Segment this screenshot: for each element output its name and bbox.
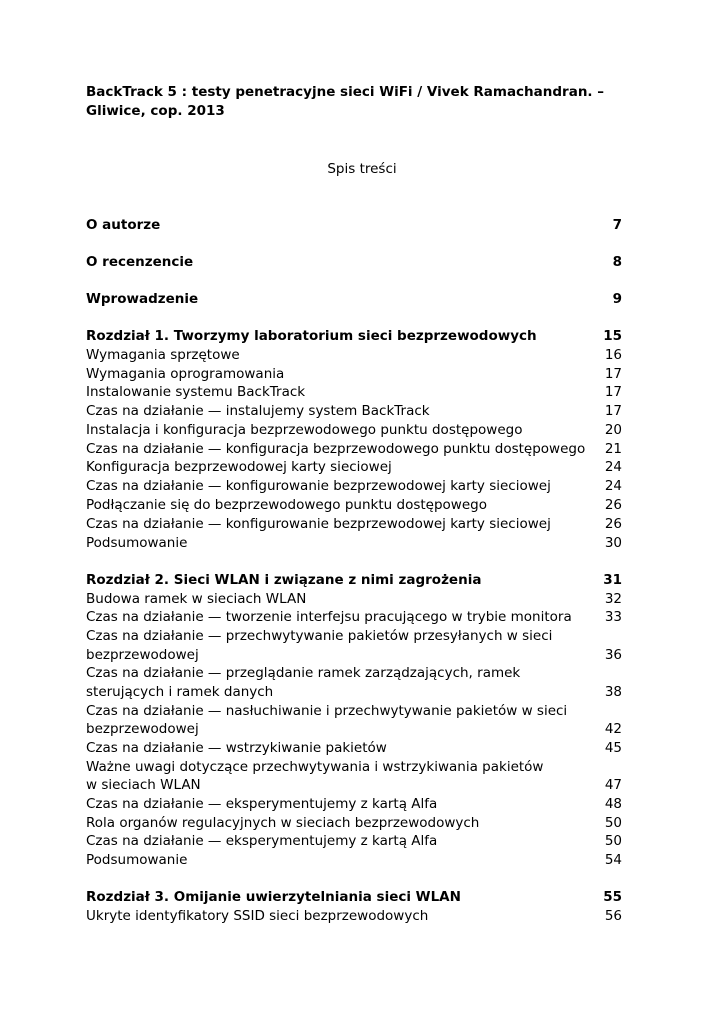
toc-entry-page: 31 — [603, 572, 622, 588]
toc-entry-page: 26 — [604, 497, 622, 513]
toc-entry-title: O autorze — [86, 217, 161, 233]
toc-entry-title: Czas na działanie — konfigurowanie bezprzewodowej karty sieciowej — [86, 516, 551, 532]
toc-entry-title: Czas na działanie — eksperymentujemy z kartą Alfa — [86, 796, 438, 812]
toc-entry-page: 33 — [604, 609, 622, 625]
toc-entry-page: 50 — [604, 815, 622, 831]
toc-entry-page: 15 — [603, 328, 622, 344]
toc-entry-page: 17 — [604, 366, 622, 382]
toc-entry-title: bezprzewodowej — [86, 721, 199, 737]
toc-entry-title: Instalowanie systemu BackTrack — [86, 384, 306, 400]
header-line-2: Gliwice, cop. 2013 — [86, 103, 225, 119]
toc-entry-page: 21 — [604, 441, 622, 457]
toc-entry-title: Podsumowanie — [86, 535, 188, 551]
toc-entry-page: 26 — [604, 516, 622, 532]
toc-entry-title: Instalacja i konfiguracja bezprzewodowego punktu dostępowego — [86, 422, 523, 438]
bibliographic-header — [86, 83, 646, 121]
toc-entry-page: 20 — [604, 422, 622, 438]
toc-entry-page: 36 — [604, 647, 622, 663]
toc-entry-title: Podłączanie się do bezprzewodowego punktu dostępowego — [86, 497, 487, 513]
toc-entry-title: sterujących i ramek danych — [86, 684, 274, 700]
toc-entry-page: 9 — [612, 291, 622, 307]
toc-entry-title: Ważne uwagi dotyczące przechwytywania i wstrzykiwania pakietów — [86, 759, 544, 775]
toc-entry-title: w sieciach WLAN — [86, 777, 201, 793]
toc-entry-title: Wymagania oprogramowania — [86, 366, 285, 382]
toc-entry-page: 17 — [604, 384, 622, 400]
toc-entry-page: 24 — [604, 459, 622, 475]
toc-entry-page: 17 — [604, 403, 622, 419]
toc-entry-title: Czas na działanie — przeglądanie ramek zarządzających, ramek — [86, 665, 521, 681]
toc-entry-title: Czas na działanie — nasłuchiwanie i przechwytywanie pakietów w sieci — [86, 703, 568, 719]
toc-entry-title: Konfiguracja bezprzewodowej karty sieciowej — [86, 459, 392, 475]
toc-entry-title: Wymagania sprzętowe — [86, 347, 240, 363]
toc-entry-title: Czas na działanie — wstrzykiwanie pakietów — [86, 740, 387, 756]
toc-entry-page: 50 — [604, 833, 622, 849]
toc-entry-page: 16 — [604, 347, 622, 363]
toc-entry-page: 45 — [604, 740, 622, 756]
toc-entry-title: Rola organów regulacyjnych w sieciach bezprzewodowych — [86, 815, 480, 831]
toc-entry-title: Rozdział 3. Omijanie uwierzytelniania sieci WLAN — [86, 889, 461, 905]
toc-entry-title: Rozdział 2. Sieci WLAN i związane z nimi zagrożenia — [86, 572, 482, 588]
toc-entry-page: 30 — [604, 535, 622, 551]
toc-entry-page: 38 — [604, 684, 622, 700]
toc-entry-title: Wprowadzenie — [86, 291, 199, 307]
toc-entry-title: Podsumowanie — [86, 852, 188, 868]
toc-entry-page: 47 — [604, 777, 622, 793]
toc-entry-page: 55 — [603, 889, 622, 905]
toc-entry-title: Czas na działanie — konfigurowanie bezprzewodowej karty sieciowej — [86, 478, 551, 494]
toc-entry-page: 42 — [604, 721, 622, 737]
toc-entry-title: Ukryte identyfikatory SSID sieci bezprzewodowych — [86, 908, 429, 924]
toc-entry-page: 48 — [604, 796, 622, 812]
toc-entry-page: 54 — [604, 852, 622, 868]
toc-entry-page: 8 — [612, 254, 622, 270]
header-line-1: BackTrack 5 : testy penetracyjne sieci WiFi / Vivek Ramachandran. – — [86, 84, 605, 100]
toc-entry-page: 7 — [612, 217, 622, 233]
toc-entry-title: Budowa ramek w sieciach WLAN — [86, 591, 307, 607]
toc-entry-title: bezprzewodowej — [86, 647, 199, 663]
toc-entry-title: Czas na działanie — konfiguracja bezprzewodowego punktu dostępowego — [86, 441, 586, 457]
toc-entry-page: 24 — [604, 478, 622, 494]
toc-entry-title: Czas na działanie — przechwytywanie pakietów przesyłanych w sieci — [86, 628, 553, 644]
toc-entry-page: 32 — [604, 591, 622, 607]
toc-entry-title: Rozdział 1. Tworzymy laboratorium sieci bezprzewodowych — [86, 328, 537, 344]
toc-entry-title: Czas na działanie — eksperymentujemy z kartą Alfa — [86, 833, 438, 849]
toc-entry-page: 56 — [604, 908, 622, 924]
toc-entry-title: Czas na działanie — tworzenie interfejsu pracującego w trybie monitora — [86, 609, 572, 625]
toc-title: Spis treści — [327, 161, 397, 177]
toc-entry-title: Czas na działanie — instalujemy system BackTrack — [86, 403, 430, 419]
toc-entry-title: O recenzencie — [86, 254, 194, 270]
